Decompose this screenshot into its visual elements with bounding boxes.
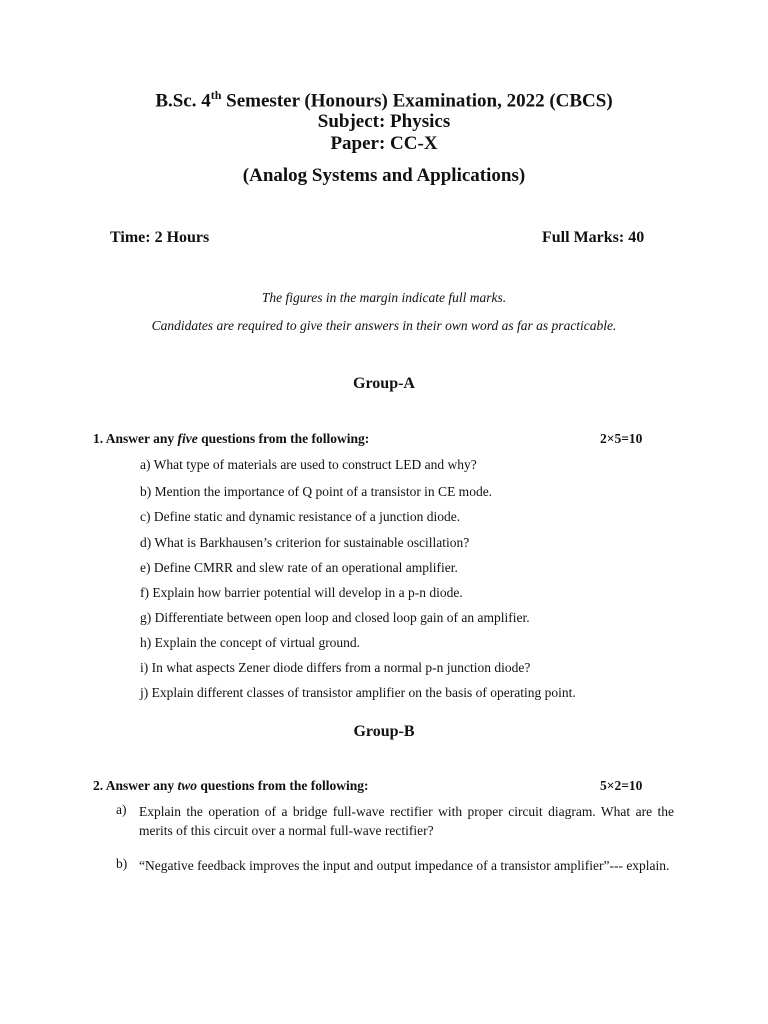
ordinal-superscript: th — [210, 88, 222, 102]
list-item: g) Differentiate between open loop and closed loop gain of an amplifier. — [140, 610, 530, 625]
question-2-marks: 5×2=10 — [600, 778, 643, 793]
exam-title: B.Sc. 4th Semester (Honours) Examination, 2022 (CBCS) — [155, 88, 613, 112]
question-1-marks: 2×5=10 — [600, 431, 643, 446]
list-item: c) Define static and dynamic resistance of a junction diode. — [140, 509, 461, 524]
question-2-heading: 2. Answer any two questions from the following: — [93, 778, 369, 793]
group-a-heading: Group-A — [353, 375, 415, 392]
instruction-answers: Candidates are required to give their answers in their own word as far as practicable. — [151, 318, 617, 333]
paper-line: Paper: CC-X — [330, 133, 438, 154]
list-item: a) What type of materials are used to construct LED and why? — [140, 457, 477, 472]
subject-line: Subject: Physics — [317, 111, 451, 132]
list-item: d) What is Barkhausen’s criterion for sustainable oscillation? — [140, 535, 470, 550]
list-item: f) Explain how barrier potential will develop in a p-n diode. — [140, 585, 463, 600]
question-1-heading: 1. Answer any five questions from the following: — [93, 431, 370, 446]
list-item: h) Explain the concept of virtual ground. — [140, 635, 361, 650]
full-marks: Full Marks: 40 — [542, 229, 645, 246]
item-label: b) — [116, 856, 128, 871]
time-allowed: Time: 2 Hours — [110, 229, 210, 246]
item-label: a) — [116, 802, 127, 817]
group-b-heading: Group-B — [353, 723, 415, 740]
list-item: e) Define CMRR and slew rate of an operational amplifier. — [140, 560, 458, 575]
instruction-marks: The figures in the margin indicate full marks. — [261, 290, 507, 305]
paper-title: (Analog Systems and Applications) — [242, 165, 526, 186]
item-text: Explain the operation of a bridge full-wave rectifier with proper circuit diagram. What are the merits of this circuit over a normal full-wave rectifier? — [139, 804, 674, 838]
list-item: j) Explain different classes of transistor amplifier on the basis of operating point. — [140, 685, 576, 700]
item-text: “Negative feedback improves the input and output impedance of a transistor amplifier”--- explain. — [139, 858, 670, 873]
list-item: b) Mention the importance of Q point of a transistor in CE mode. — [140, 484, 493, 499]
list-item: i) In what aspects Zener diode differs from a normal p-n junction diode? — [140, 660, 531, 675]
